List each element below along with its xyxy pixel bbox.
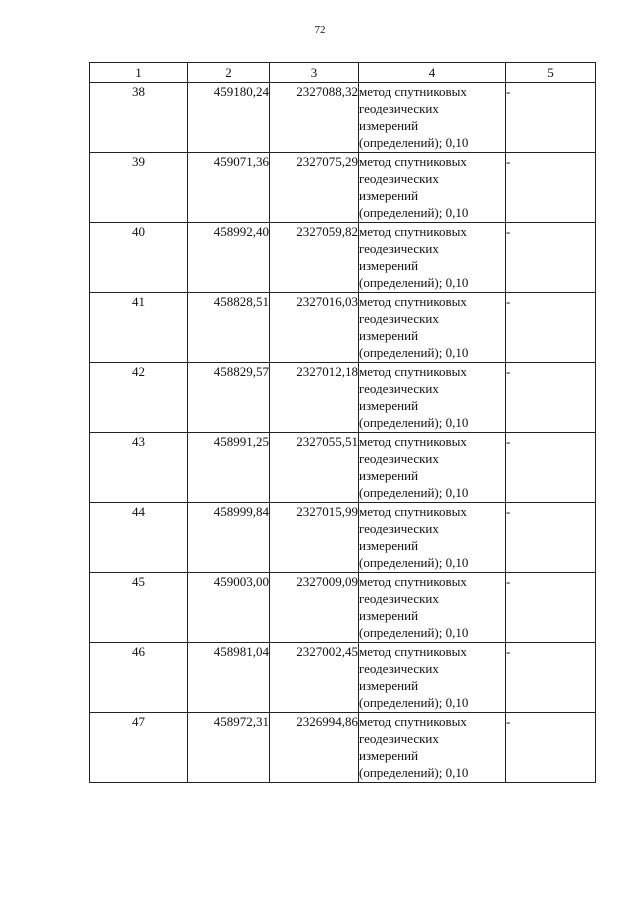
- x-coordinate-cell: 459003,00: [188, 573, 270, 643]
- note-cell: -: [506, 573, 596, 643]
- table-row: [90, 573, 596, 643]
- method-line: метод спутниковых: [359, 434, 467, 449]
- y-coordinate-cell: 2327002,45: [270, 643, 359, 713]
- note-cell: -: [506, 83, 596, 153]
- y-coordinate-cell: 2327016,03: [270, 293, 359, 363]
- y-coordinate-cell: 2327009,09: [270, 573, 359, 643]
- note-cell: -: [506, 713, 596, 783]
- point-number-cell: 45: [90, 573, 188, 643]
- table-row: [90, 503, 596, 573]
- method-line: измерений: [359, 328, 419, 343]
- header-row: [90, 63, 596, 83]
- method-line: (определений); 0,10: [359, 345, 469, 360]
- x-coordinate-cell: 458972,31: [188, 713, 270, 783]
- method-cell: [359, 223, 506, 293]
- method-line: метод спутниковых: [359, 294, 467, 309]
- x-coordinate-cell: 458828,51: [188, 293, 270, 363]
- method-line: геодезических: [359, 381, 439, 396]
- y-coordinate-cell: 2327059,82: [270, 223, 359, 293]
- x-coordinate-cell: 458981,04: [188, 643, 270, 713]
- method-line: измерений: [359, 678, 419, 693]
- method-cell: [359, 713, 506, 783]
- method-cell: [359, 83, 506, 153]
- method-line: метод спутниковых: [359, 84, 467, 99]
- x-coordinate-cell: 458991,25: [188, 433, 270, 503]
- point-number-cell: 39: [90, 153, 188, 223]
- table-row: [90, 643, 596, 713]
- page-number: 72: [314, 24, 326, 36]
- method-line: измерений: [359, 118, 419, 133]
- table-row: [90, 433, 596, 503]
- table-body: [90, 83, 596, 783]
- method-line: метод спутниковых: [359, 574, 467, 589]
- method-line: (определений); 0,10: [359, 555, 469, 570]
- method-line: (определений); 0,10: [359, 695, 469, 710]
- method-line: измерений: [359, 258, 419, 273]
- note-cell: -: [506, 223, 596, 293]
- table-row: [90, 293, 596, 363]
- method-line: геодезических: [359, 591, 439, 606]
- table-header: [90, 63, 596, 83]
- table-row: [90, 363, 596, 433]
- method-line: метод спутниковых: [359, 504, 467, 519]
- method-cell: [359, 503, 506, 573]
- method-cell: [359, 433, 506, 503]
- table-row: [90, 153, 596, 223]
- method-line: измерений: [359, 468, 419, 483]
- x-coordinate-cell: 458992,40: [188, 223, 270, 293]
- point-number-cell: 40: [90, 223, 188, 293]
- method-line: (определений); 0,10: [359, 135, 469, 150]
- method-line: геодезических: [359, 101, 439, 116]
- point-number-cell: 41: [90, 293, 188, 363]
- method-line: (определений); 0,10: [359, 765, 469, 780]
- point-number-cell: 47: [90, 713, 188, 783]
- method-line: метод спутниковых: [359, 714, 467, 729]
- method-line: (определений); 0,10: [359, 415, 469, 430]
- y-coordinate-cell: 2327015,99: [270, 503, 359, 573]
- y-coordinate-cell: 2327055,51: [270, 433, 359, 503]
- method-line: геодезических: [359, 451, 439, 466]
- note-cell: -: [506, 363, 596, 433]
- method-line: геодезических: [359, 521, 439, 536]
- note-cell: -: [506, 643, 596, 713]
- point-number-cell: 46: [90, 643, 188, 713]
- point-number-cell: 38: [90, 83, 188, 153]
- table-row: [90, 223, 596, 293]
- x-coordinate-cell: 458999,84: [188, 503, 270, 573]
- method-line: измерений: [359, 398, 419, 413]
- x-coordinate-cell: 458829,57: [188, 363, 270, 433]
- method-cell: [359, 293, 506, 363]
- point-number-cell: 43: [90, 433, 188, 503]
- method-cell: [359, 363, 506, 433]
- note-cell: -: [506, 433, 596, 503]
- point-number-cell: 42: [90, 363, 188, 433]
- column-header-2: 2: [188, 63, 270, 83]
- method-line: геодезических: [359, 171, 439, 186]
- table-row: [90, 713, 596, 783]
- method-line: геодезических: [359, 731, 439, 746]
- table-row: [90, 83, 596, 153]
- note-cell: -: [506, 153, 596, 223]
- y-coordinate-cell: 2326994,86: [270, 713, 359, 783]
- note-cell: -: [506, 293, 596, 363]
- x-coordinate-cell: 459071,36: [188, 153, 270, 223]
- method-line: (определений); 0,10: [359, 205, 469, 220]
- method-line: (определений); 0,10: [359, 625, 469, 640]
- method-line: измерений: [359, 608, 419, 623]
- method-line: метод спутниковых: [359, 644, 467, 659]
- y-coordinate-cell: 2327075,29: [270, 153, 359, 223]
- method-line: (определений); 0,10: [359, 275, 469, 290]
- method-line: геодезических: [359, 311, 439, 326]
- method-cell: [359, 573, 506, 643]
- column-header-5: 5: [506, 63, 596, 83]
- method-line: измерений: [359, 188, 419, 203]
- point-number-cell: 44: [90, 503, 188, 573]
- method-line: (определений); 0,10: [359, 485, 469, 500]
- coordinates-table: [89, 62, 596, 783]
- y-coordinate-cell: 2327088,32: [270, 83, 359, 153]
- column-header-3: 3: [270, 63, 359, 83]
- method-line: геодезических: [359, 241, 439, 256]
- method-line: метод спутниковых: [359, 364, 467, 379]
- method-line: метод спутниковых: [359, 154, 467, 169]
- method-cell: [359, 153, 506, 223]
- method-line: геодезических: [359, 661, 439, 676]
- column-header-1: 1: [90, 63, 188, 83]
- column-header-4: 4: [359, 63, 506, 83]
- method-line: метод спутниковых: [359, 224, 467, 239]
- y-coordinate-cell: 2327012,18: [270, 363, 359, 433]
- note-cell: -: [506, 503, 596, 573]
- method-line: измерений: [359, 538, 419, 553]
- method-line: измерений: [359, 748, 419, 763]
- method-cell: [359, 643, 506, 713]
- x-coordinate-cell: 459180,24: [188, 83, 270, 153]
